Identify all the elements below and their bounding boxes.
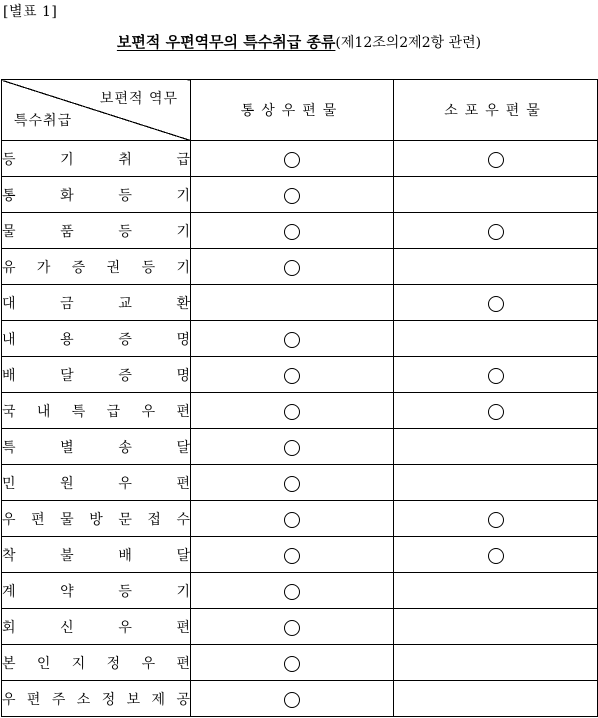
row-label-cell bbox=[2, 429, 191, 465]
parcel-mail-cell bbox=[394, 645, 598, 681]
circle-mark-icon bbox=[488, 224, 504, 240]
row-label-cell bbox=[2, 609, 191, 645]
circle-mark-icon bbox=[284, 368, 300, 384]
row-label-cell bbox=[2, 393, 191, 429]
column-header-ordinary: 통상우편물 bbox=[191, 80, 394, 141]
table-row bbox=[2, 501, 598, 537]
circle-mark-icon bbox=[284, 692, 300, 708]
circle-mark-icon bbox=[284, 440, 300, 456]
parcel-mail-cell bbox=[394, 681, 598, 717]
table-row bbox=[2, 357, 598, 393]
ordinary-mail-cell bbox=[191, 213, 394, 249]
row-label: 등 기 취 급 bbox=[2, 151, 190, 168]
ordinary-mail-cell bbox=[191, 141, 394, 177]
row-label: 본 인 지 정 우 편 bbox=[2, 655, 190, 672]
row-label: 통 화 등 기 bbox=[2, 187, 190, 204]
row-label-cell bbox=[2, 645, 191, 681]
row-label-cell bbox=[2, 213, 191, 249]
circle-mark-icon bbox=[488, 404, 504, 420]
ordinary-mail-cell bbox=[191, 465, 394, 501]
row-label: 유 가 증 권 등 기 bbox=[2, 259, 190, 276]
row-label-cell bbox=[2, 681, 191, 717]
parcel-mail-cell bbox=[394, 609, 598, 645]
row-label: 우 편 주 소 정 보 제 공 bbox=[2, 691, 190, 708]
parcel-mail-cell bbox=[394, 321, 598, 357]
title-subtitle: (제12조의2제2항 관련) bbox=[335, 35, 482, 51]
table-row bbox=[2, 429, 598, 465]
special-handling-table bbox=[1, 79, 598, 717]
table-row bbox=[2, 645, 598, 681]
circle-mark-icon bbox=[488, 512, 504, 528]
table-row bbox=[2, 537, 598, 573]
row-label: 물 품 등 기 bbox=[2, 223, 190, 240]
ordinary-mail-cell bbox=[191, 249, 394, 285]
table-row bbox=[2, 141, 598, 177]
row-label: 민 원 우 편 bbox=[2, 475, 190, 492]
corner-top-label: 보편적 역무 bbox=[99, 91, 178, 107]
table-row bbox=[2, 609, 598, 645]
ordinary-mail-cell bbox=[191, 501, 394, 537]
circle-mark-icon bbox=[284, 476, 300, 492]
row-label: 국 내 특 급 우 편 bbox=[2, 403, 190, 420]
circle-mark-icon bbox=[284, 404, 300, 420]
parcel-mail-cell bbox=[394, 141, 598, 177]
parcel-mail-cell bbox=[394, 213, 598, 249]
ordinary-mail-cell bbox=[191, 681, 394, 717]
parcel-mail-cell bbox=[394, 501, 598, 537]
circle-mark-icon bbox=[488, 368, 504, 384]
table-row bbox=[2, 177, 598, 213]
circle-mark-icon bbox=[284, 512, 300, 528]
circle-mark-icon bbox=[284, 152, 300, 168]
ordinary-mail-cell bbox=[191, 645, 394, 681]
title-main: 보편적 우편역무의 특수취급 종류 bbox=[116, 33, 336, 51]
circle-mark-icon bbox=[284, 656, 300, 672]
circle-mark-icon bbox=[284, 188, 300, 204]
parcel-mail-cell bbox=[394, 285, 598, 321]
parcel-mail-cell bbox=[394, 177, 598, 213]
row-label-cell bbox=[2, 501, 191, 537]
corner-header bbox=[2, 80, 191, 141]
row-label: 회 신 우 편 bbox=[2, 619, 190, 636]
row-label: 배 달 증 명 bbox=[2, 367, 190, 384]
row-label: 특 별 송 달 bbox=[2, 439, 190, 456]
ordinary-mail-cell bbox=[191, 321, 394, 357]
row-label-cell bbox=[2, 573, 191, 609]
ordinary-mail-cell bbox=[191, 537, 394, 573]
parcel-mail-cell bbox=[394, 573, 598, 609]
table-row bbox=[2, 285, 598, 321]
circle-mark-icon bbox=[488, 296, 504, 312]
row-label-cell bbox=[2, 465, 191, 501]
ordinary-mail-cell bbox=[191, 429, 394, 465]
circle-mark-icon bbox=[284, 260, 300, 276]
ordinary-mail-cell bbox=[191, 177, 394, 213]
ordinary-mail-cell bbox=[191, 285, 394, 321]
row-label: 계 약 등 기 bbox=[2, 583, 190, 600]
ordinary-mail-cell bbox=[191, 357, 394, 393]
circle-mark-icon bbox=[284, 224, 300, 240]
corner-bottom-label: 특수취급 bbox=[14, 113, 73, 129]
row-label-cell bbox=[2, 177, 191, 213]
row-label-cell bbox=[2, 285, 191, 321]
table-row bbox=[2, 321, 598, 357]
parcel-mail-cell bbox=[394, 465, 598, 501]
row-label-cell bbox=[2, 249, 191, 285]
circle-mark-icon bbox=[284, 584, 300, 600]
ordinary-mail-cell bbox=[191, 393, 394, 429]
parcel-mail-cell bbox=[394, 537, 598, 573]
table-body bbox=[2, 141, 598, 717]
circle-mark-icon bbox=[488, 548, 504, 564]
row-label-cell bbox=[2, 357, 191, 393]
parcel-mail-cell bbox=[394, 357, 598, 393]
column-header-parcel: 소포우편물 bbox=[394, 80, 598, 141]
parcel-mail-cell bbox=[394, 393, 598, 429]
parcel-mail-cell bbox=[394, 429, 598, 465]
table-row bbox=[2, 393, 598, 429]
row-label-cell bbox=[2, 537, 191, 573]
row-label: 내 용 증 명 bbox=[2, 331, 190, 348]
row-label-cell bbox=[2, 321, 191, 357]
row-label-cell bbox=[2, 141, 191, 177]
row-label: 대 금 교 환 bbox=[2, 295, 190, 312]
table-row bbox=[2, 465, 598, 501]
row-label: 착 불 배 달 bbox=[2, 547, 190, 564]
row-label: 우 편 물 방 문 접 수 bbox=[2, 511, 190, 528]
circle-mark-icon bbox=[284, 620, 300, 636]
table-header-row bbox=[2, 80, 598, 141]
ordinary-mail-cell bbox=[191, 609, 394, 645]
table-row bbox=[2, 681, 598, 717]
parcel-mail-cell bbox=[394, 249, 598, 285]
circle-mark-icon bbox=[488, 152, 504, 168]
table-row bbox=[2, 249, 598, 285]
table-row bbox=[2, 573, 598, 609]
document-title bbox=[0, 31, 598, 52]
circle-mark-icon bbox=[284, 548, 300, 564]
ordinary-mail-cell bbox=[191, 573, 394, 609]
circle-mark-icon bbox=[284, 332, 300, 348]
appendix-tag: [별표 1] bbox=[3, 4, 58, 20]
table-row bbox=[2, 213, 598, 249]
